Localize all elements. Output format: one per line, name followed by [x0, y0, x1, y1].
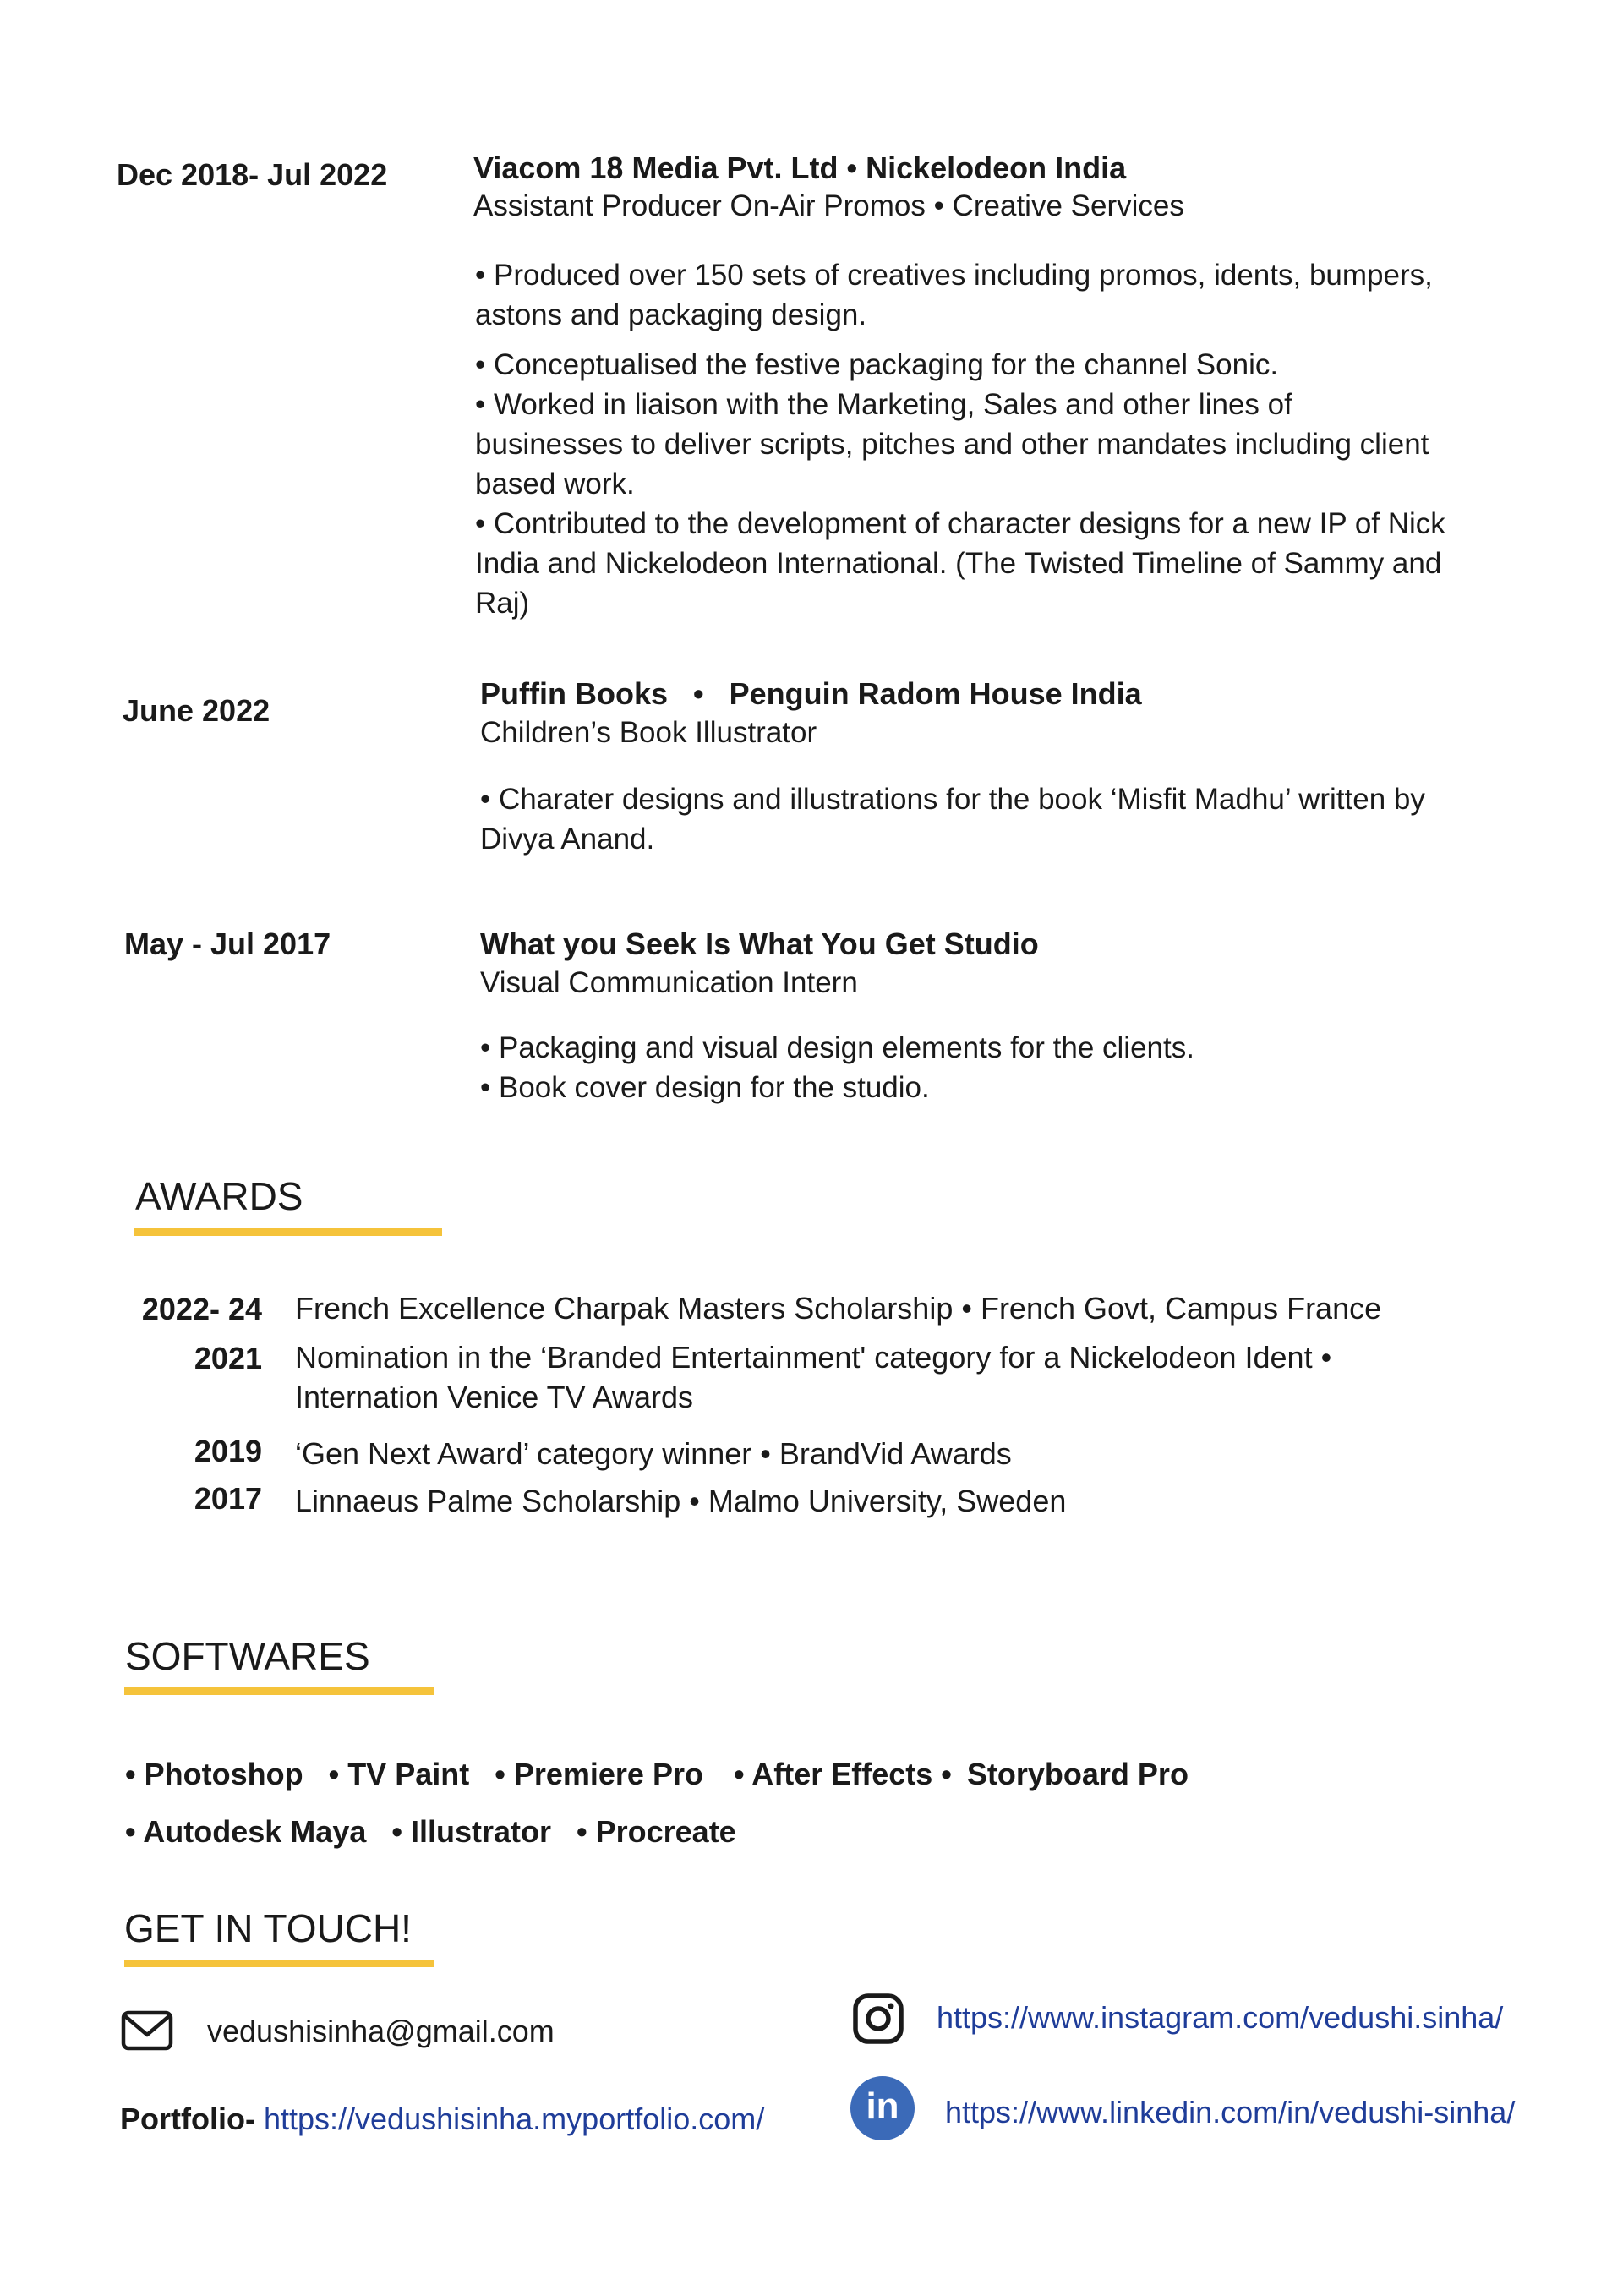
portfolio-line [120, 2102, 764, 2137]
software-item: • Autodesk Maya [125, 1814, 367, 1849]
awards-title: AWARDS [135, 1174, 303, 1218]
software-item: Storyboard Pro [966, 1757, 1189, 1791]
award-text: Linnaeus Palme Scholarship • Malmo University, Sweden [295, 1484, 1067, 1518]
award-year: 2019 [194, 1434, 262, 1468]
experience-date: Dec 2018- Jul 2022 [117, 157, 388, 192]
software-item: • Photoshop [125, 1757, 303, 1791]
software-item: • TV Paint [328, 1757, 470, 1791]
linkedin-icon-text: in [866, 2086, 899, 2127]
softwares-underline [124, 1687, 434, 1695]
experience-bullets [480, 1028, 1623, 1107]
linkedin-link[interactable]: https://www.linkedin.com/in/vedushi-sinha/ [945, 2095, 1516, 2129]
award-year: 2022- 24 [141, 1292, 262, 1326]
experience-date: June 2022 [123, 693, 270, 728]
award-text: ‘Gen Next Award’ category winner • BrandVid Awards [295, 1436, 1012, 1471]
instagram-icon[interactable] [852, 1993, 904, 2045]
portfolio-link[interactable]: https://vedushisinha.myportfolio.com/ [263, 2102, 765, 2136]
experience-date: May - Jul 2017 [124, 927, 331, 961]
bullet-item: • Worked in liaison with the Marketing, Sales and other lines of businesses to deliver scripts, pitches and other mandates including client based work. [475, 388, 1429, 500]
award-text: French Excellence Charpak Masters Scholarship • French Govt, Campus France [295, 1291, 1382, 1326]
linkedin-icon[interactable] [850, 2076, 915, 2140]
email-link[interactable]: vedushisinha@gmail.com [207, 2014, 555, 2048]
experience-role: Children’s Book Illustrator [480, 716, 817, 749]
contact-title: GET IN TOUCH! [124, 1906, 412, 1950]
bullet-item: • Produced over 150 sets of creatives including promos, idents, bumpers, astons and packaging design. [475, 259, 1433, 331]
software-item: • After Effects • [733, 1757, 952, 1791]
award-text: Nomination in the ‘Branded Entertainment' category for a Nickelodeon Ident • Internation Venice TV Awards [295, 1340, 1332, 1414]
bullet-item: • Charater designs and illustrations for the book ‘Misfit Madhu’ written by Divya Anand. [480, 783, 1425, 856]
experience-company: Puffin Books • Penguin Radom House India [480, 676, 1142, 711]
software-item: • Procreate [577, 1814, 736, 1849]
award-year: 2017 [194, 1481, 262, 1516]
portfolio-label: Portfolio- [120, 2102, 255, 2136]
awards-underline [134, 1228, 442, 1236]
bullet-item: • Book cover design for the studio. [480, 1071, 930, 1104]
instagram-link[interactable]: https://www.instagram.com/vedushi.sinha/ [937, 2000, 1504, 2035]
bullet-item: • Contributed to the development of character designs for a new IP of Nick India and Nickelodeon International. (The Twisted Timeline of Sammy and Raj) [475, 507, 1445, 620]
experience-company: What you Seek Is What You Get Studio [480, 927, 1039, 961]
experience-company: Viacom 18 Media Pvt. Ltd • Nickelodeon India [473, 150, 1127, 185]
software-item: • Premiere Pro [495, 1757, 703, 1791]
bullet-item: • Conceptualised the festive packaging for the channel Sonic. [475, 348, 1279, 381]
softwares-row [125, 1757, 1189, 1792]
experience-role: Assistant Producer On-Air Promos • Creative Services [473, 189, 1184, 222]
experience-role: Visual Communication Intern [480, 966, 858, 999]
softwares-title: SOFTWARES [125, 1634, 370, 1678]
softwares-row [125, 1814, 736, 1850]
bullet-item: • Packaging and visual design elements for the clients. [480, 1031, 1194, 1064]
software-item: • Illustrator [391, 1814, 551, 1849]
experience-bullets [480, 779, 1623, 859]
experience-bullets [475, 255, 1623, 623]
mail-icon [121, 2010, 173, 2051]
award-year: 2021 [194, 1341, 262, 1375]
contact-underline [124, 1960, 434, 1967]
